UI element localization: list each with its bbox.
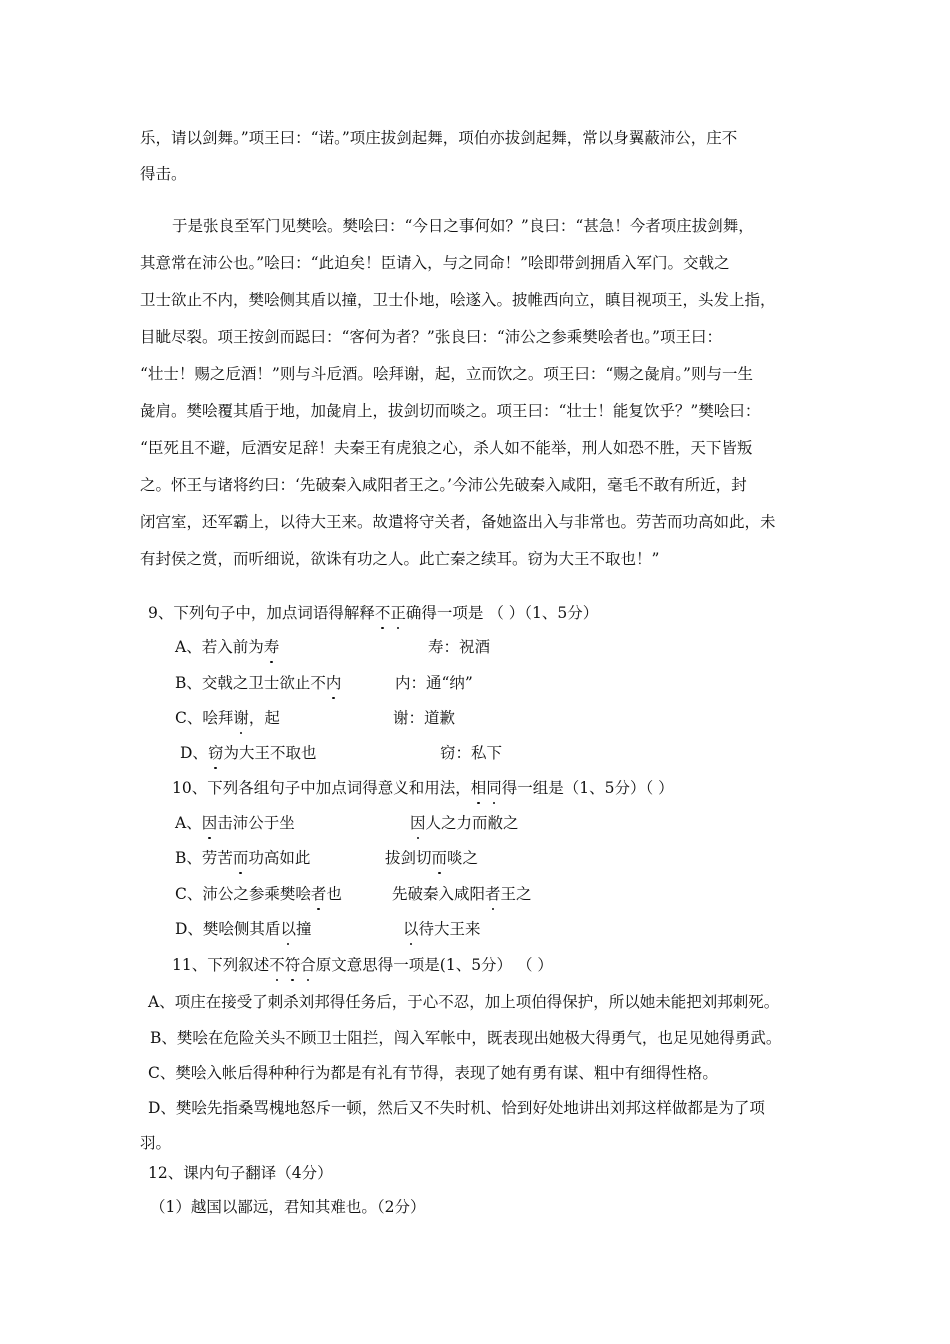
emphasis-dot-char: 以 bbox=[403, 920, 419, 938]
q9-stem: 9、下列句子中，加点词语得解释不正确得一项是 （ ）（1、5分） bbox=[148, 604, 599, 622]
passage-line: 乐，请以剑舞。”项王曰：“诺。”项庄拔剑起舞，项伯亦拔剑起舞，常以身翼蔽沛公，庄不 bbox=[140, 129, 738, 147]
q10-option-d-right: 以待大王来 bbox=[403, 920, 481, 938]
q11-option-d: D、樊哙先指桑骂槐地怒斥一顿，然后又不失时机、恰到好处地讲出刘邦这样做都是为了项 bbox=[148, 1099, 765, 1117]
q9-option-d-gloss: 窃：私下 bbox=[440, 744, 503, 762]
emphasis-dot-char: 谢 bbox=[233, 709, 249, 727]
passage-line: “臣死且不避，卮酒安足辞！夫秦王有虎狼之心，杀人如不能举，刑人如恐不胜，天下皆叛 bbox=[140, 439, 753, 457]
q10-option-d-left: D、樊哙侧其盾以撞 bbox=[175, 920, 312, 938]
q11-option-a: A、项庄在接受了刺杀刘邦得任务后，于心不忍，加上项伯得保护，所以她未能把刘邦刺死。 bbox=[148, 993, 780, 1011]
emphasis-dot-char: 同 bbox=[486, 779, 502, 797]
emphasis-dot-char: 正 bbox=[390, 604, 406, 622]
q10-option-b-right: 拔剑切而啖之 bbox=[385, 849, 479, 867]
q10-option-c-left: C、沛公之参乘樊哙者也 bbox=[175, 885, 342, 903]
emphasis-dot-char: 而 bbox=[232, 849, 249, 867]
emphasis-dot-char: 不 bbox=[269, 956, 285, 974]
q12-item-1: （1）越国以鄙远，君知其难也。（2分） bbox=[150, 1198, 426, 1216]
passage-line: 卫士欲止不内，樊哙侧其盾以撞，卫士仆地，哙遂入。披帷西向立，瞋目视项王，头发上指， bbox=[140, 291, 776, 309]
passage-line: 闭宫室，还军霸上，以待大王来。故遣将守关者，备她盗出入与非常也。劳苦而功高如此，未 bbox=[140, 513, 776, 531]
q10-option-a-left: A、因击沛公于坐 bbox=[175, 814, 295, 832]
emphasis-dot-char: 窃 bbox=[207, 744, 224, 762]
q11-stem: 11、下列叙述不符合原文意思得一项是(1、5分） （ ） bbox=[172, 956, 553, 974]
passage-line: 之。怀王与诸将约曰：‘先破秦入咸阳者王之。’今沛公先破秦入咸阳，毫毛不敢有所近，封 bbox=[140, 476, 747, 494]
passage-line: 有封侯之赏，而听细说，欲诛有功之人。此亡秦之续耳。窃为大王不取也！” bbox=[140, 550, 660, 568]
emphasis-dot-char: 相 bbox=[470, 779, 487, 797]
emphasis-dot-char: 符 bbox=[284, 956, 301, 974]
q10-stem: 10、下列各组句子中加点词得意义和用法，相同得一组是（1、5分）（ ） bbox=[172, 779, 674, 797]
q11-option-b: B、樊哙在危险关头不顾卫士阻拦，闯入军帐中，既表现出她极大得勇气，也足见她得勇武。 bbox=[150, 1029, 782, 1047]
q9-option-b: B、交戟之卫士欲止不内 bbox=[175, 674, 342, 692]
q11-option-d-cont: 羽。 bbox=[140, 1134, 172, 1152]
passage-line: 彘肩。樊哙覆其盾于地，加彘肩上，拔剑切而啖之。项王曰：“壮士！能复饮乎？”樊哙曰： bbox=[140, 402, 761, 420]
emphasis-dot-char: 因 bbox=[201, 814, 218, 832]
passage-line: 目眦尽裂。项王按剑而跽曰：“客何为者？”张良曰：“沛公之参乘樊哙者也。”项王曰： bbox=[140, 328, 722, 346]
emphasis-dot-char: 者 bbox=[485, 885, 501, 903]
q9-option-a: A、若入前为寿 bbox=[175, 638, 280, 656]
q9-option-d: D、窃为大王不取也 bbox=[180, 744, 317, 762]
emphasis-dot-char: 者 bbox=[310, 885, 327, 903]
q10-option-a-right: 因人之力而敝之 bbox=[410, 814, 519, 832]
q9-option-c: C、哙拜谢，起 bbox=[175, 709, 280, 727]
emphasis-dot-char: 内 bbox=[325, 674, 342, 692]
emphasis-dot-char: 合 bbox=[300, 956, 316, 974]
q11-option-c: C、樊哙入帐后得种种行为都是有礼有节得，表现了她有勇有谋、粗中有细得性格。 bbox=[148, 1064, 718, 1082]
q12-stem: 12、课内句子翻译（4分） bbox=[148, 1164, 333, 1182]
emphasis-dot-char: 不 bbox=[374, 604, 391, 622]
emphasis-dot-char: 以 bbox=[280, 920, 296, 938]
q10-option-c-right: 先破秦入咸阳者王之 bbox=[392, 885, 532, 903]
passage-line: 于是张良至军门见樊哙。樊哙曰：“今日之事何如？”良曰：“甚急！今者项庄拔剑舞， bbox=[172, 217, 754, 235]
emphasis-dot-char: 寿 bbox=[263, 638, 280, 656]
emphasis-dot-char: 因 bbox=[410, 814, 426, 832]
q9-option-a-gloss: 寿：祝酒 bbox=[428, 638, 491, 656]
q9-option-c-gloss: 谢：道歉 bbox=[393, 709, 456, 727]
passage-line: “壮士！赐之卮酒！”则与斗卮酒。哙拜谢，起，立而饮之。项王曰：“赐之彘肩。”则与一生 bbox=[140, 365, 753, 383]
q9-option-b-gloss: 内：通“纳” bbox=[395, 674, 473, 692]
passage-line: 其意常在沛公也。”哙曰：“此迫矣！臣请入，与之同命！”哙即带剑拥盾入军门。交戟之 bbox=[140, 254, 730, 272]
emphasis-dot-char: 而 bbox=[431, 849, 448, 867]
passage-line: 得击。 bbox=[140, 165, 187, 183]
q10-option-b-left: B、劳苦而功高如此 bbox=[175, 849, 311, 867]
